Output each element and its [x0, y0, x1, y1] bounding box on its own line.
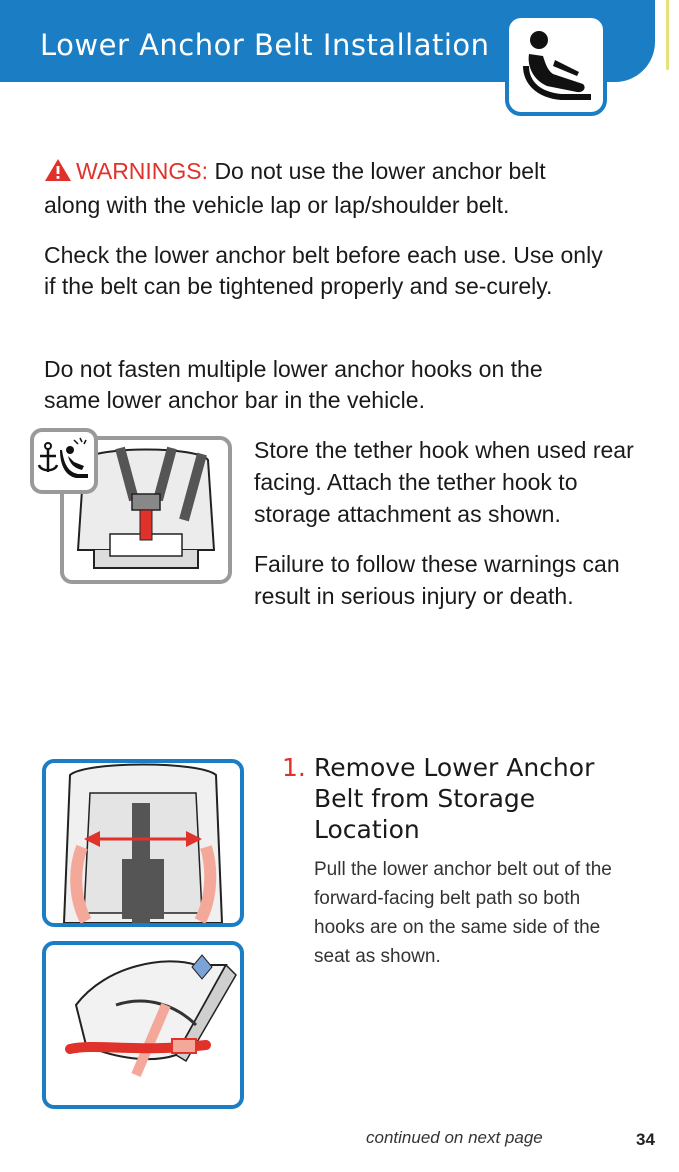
warning-paragraph-2: Check the lower anchor belt before each use. Use only if the belt can be tightened properly and se-curely. — [44, 242, 603, 299]
header-icon-badge — [505, 14, 607, 116]
anchor-seat-badge — [30, 428, 98, 494]
step1-illustration-bottom — [42, 941, 244, 1109]
car-seat-side-view-drawing — [46, 945, 240, 1105]
anchor-icon — [34, 432, 94, 490]
warning-triangle-icon — [44, 158, 72, 190]
continued-note: continued on next page — [366, 1128, 543, 1147]
car-seat-front-view-drawing — [46, 763, 240, 923]
page-title: Lower Anchor Belt Installation — [40, 28, 490, 62]
warning-paragraph-1 — [44, 156, 604, 221]
warning-paragraph-3: Do not fasten multiple lower anchor hooks on the same lower anchor bar in the vehicle. — [44, 356, 543, 413]
step1-illustration-top — [42, 759, 244, 927]
warnings-label: WARNINGS: — [76, 158, 209, 184]
page-edge-line — [666, 0, 669, 70]
step1-body: Pull the lower anchor belt out of the forward-facing belt path so both hooks are on the same side of the seat as shown. — [314, 859, 612, 967]
step1-number: 1. — [282, 753, 306, 782]
step1-title: Remove Lower Anchor Belt from Storage Location — [314, 753, 595, 844]
step1-heading — [282, 752, 642, 845]
tether-instruction-text: Store the tether hook when used rear facing. Attach the tether hook to storage attachment as shown. — [254, 437, 634, 527]
page-number: 34 — [636, 1130, 655, 1149]
warning-text-1: Do not use the lower anchor belt along with the vehicle lap or lap/shoulder belt. — [44, 158, 546, 218]
failure-warning-text: Failure to follow these warnings can result in serious injury or death. — [254, 551, 620, 609]
car-seat-recline-icon — [517, 26, 597, 106]
